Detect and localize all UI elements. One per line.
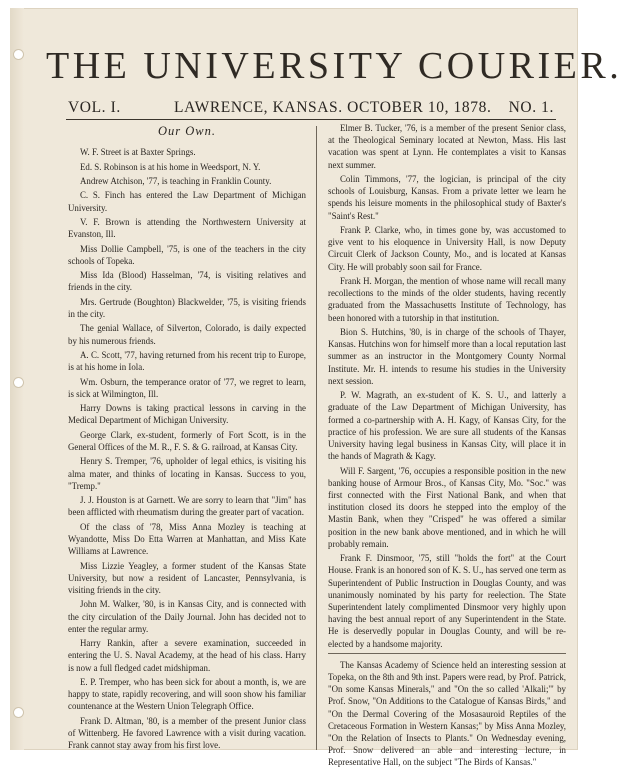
news-item: Frank F. Dinsmoor, '75, still "holds the fort" at the Court House. Frank is an honored son of K. S. U., has served one term as Superintendent of Public Instruction in Douglas County, and was unanimously nominated by his party for reelection. The State Superintendent lately complimented Dinsmoor very highly upon having the best annual report of any Superintendent in the State. He is deservedly popular in Douglas County, and will be re-elected by a handsome majority. <box>328 553 566 649</box>
news-item: John M. Walker, '80, is in Kansas City, and is connected with the city circulation of the Daily Journal. John has decided not to enter the regular army. <box>68 599 306 634</box>
news-item: Miss Ida (Blood) Hasselman, '74, is visiting relatives and friends in the city. <box>68 270 306 293</box>
newspaper-page <box>10 8 622 768</box>
binding-hole-bottom <box>14 708 23 717</box>
news-item: Wm. Osburn, the temperance orator of '77, we regret to learn, is sick at Wilmington, Ill. <box>68 376 306 399</box>
header-rule <box>66 119 556 120</box>
left-column <box>68 122 306 753</box>
news-item: Colin Timmons, '77, the logician, is principal of the city schools of Louisburg, Kansas. From a private letter we learn he spends his leisure moments in the philosophical study of Baxter's "Saint's Rest." <box>328 174 566 221</box>
news-item: Miss Dollie Campbell, '75, is one of the teachers in the city schools of Topeka. <box>68 243 306 266</box>
news-item: A. C. Scott, '77, having returned from his recent trip to Europe, is at his home in Iola. <box>68 349 306 373</box>
news-item: Harry Downs is taking practical lessons in carving in the Medical Department of Michigan University. <box>68 403 306 426</box>
news-item: W. F. Street is at Baxter Springs. <box>80 147 196 158</box>
news-item: Harry Rankin, after a severe examination, succeeded in entering the U. S. Naval Academy, at the head of his class. Harry is now a full fledged cadet midshipman. <box>68 638 306 673</box>
news-item: Frank P. Clarke, who, in times gone by, was accustomed to give vent to his eloquence in University Hall, is now Deputy Circuit Clerk of Jackson County, Mo., and is located at Kansas City. He will probably soon sail for France. <box>328 225 566 272</box>
news-item: Ed. S. Robinson is at his home in Weedsport, N. Y. <box>80 161 261 172</box>
column-separator <box>316 126 317 750</box>
academy-paragraph: The Kansas Academy of Science held an interesting session at Topeka, on the 8th and 9th inst. Papers were read, by Prof. Patrick, "On some Kansas Minerals," and "On the so called 'Alkali;'" by Prof. Snow, "On Additions to the Catalogue of Kansas Birds," and "On the Dermal Covering of the Mosasauroid Reptiles of the Cretaceous Formation in Western Kansas;" by Miss Anna Mozley, "On the Relation of Insects to Plants." On Wednesday evening, Prof. Snow delivered an able and interesting lecture, in Representative Hall, on the subject "The Birds of Kansas." <box>328 659 566 768</box>
news-item: Of the class of '78, Miss Anna Mozley is teaching at Wyandotte, Miss Do Etta Warren at Manhattan, and Miss Kate Williams at Lawrence. <box>68 521 306 557</box>
right-column <box>328 122 566 771</box>
news-item: Will F. Sargent, '76, occupies a responsible position in the new banking house of Armour Bros., of Kansas City, Mo. "Soc." was first connected with the First National Bank, and when that institution closed its doors he stepped into the employ of the Mastin Bank, when they "Crisped" he was offered a similar position in the new bank above mentioned, and in which he will probably remain. <box>328 465 566 549</box>
news-item: C. S. Finch has entered the Law Department of Michigan University. <box>68 190 306 213</box>
news-item: Bion S. Hutchins, '80, is in charge of the schools of Thayer, Kansas. Hutchins won for himself more than a local reputation last summer as an instructor in the Montgomery County Normal Institute. Mr. H. intends to resume his studies in the University next session. <box>328 327 566 386</box>
news-item: J. J. Houston is at Garnett. We are sorry to learn that "Jim" has been afflicted with rheumatism during the greater part of vacation. <box>68 495 306 518</box>
news-item: Andrew Atchison, '77, is teaching in Franklin County. <box>80 175 272 186</box>
binding-hole-middle <box>14 378 23 387</box>
section-title-our-own: Our Own. <box>157 124 216 138</box>
masthead-title: THE UNIVERSITY COURIER. <box>46 45 622 87</box>
issue-number: NO. 1. <box>508 99 554 116</box>
news-item: The genial Wallace, of Silverton, Colorado, is daily expected by his numerous friends. <box>68 323 306 346</box>
news-item: Elmer B. Tucker, '76, is a member of the present Senior class, at the Theological Seminary located at Newton, Mass. His last vacation was spent at Lynn. He contemplates a visit to Kansas next summer. <box>328 123 566 170</box>
news-item: Miss Lizzie Yeagley, a former student of the Kansas State University, but now a resident of Lancaster, Pennsylvania, is visiting friends in the city. <box>68 560 306 595</box>
news-item: Mrs. Gertrude (Boughton) Blackwelder, '75, is visiting friends in the city. <box>68 296 306 319</box>
news-item: Frank H. Morgan, the mention of whose name will recall many recollections to the minds of the older students, having recently graduated from the Massachusetts Institute of Technology, has been honored with a tutorship in that institution. <box>328 276 566 323</box>
dateline <box>68 99 554 119</box>
news-item: George Clark, ex-student, formerly of Fort Scott, is in the General Offices of the M. R., F. S. & G. railroad, at Kansas City. <box>68 429 306 452</box>
news-item: E. P. Tremper, who has been sick for about a month, is, we are happy to state, rapidly recovering, and will soon show his familiar countenance at the Western Union Telegraph Office. <box>68 676 306 712</box>
news-item: Frank D. Altman, '80, is a member of the present Junior class of Wittenberg. He favored Lawrence with a visit during vacation. Frank cannot stay away from his first love. <box>68 715 306 751</box>
volume-label: VOL. I. <box>68 99 121 116</box>
news-item: P. W. Magrath, an ex-student of K. S. U., and latterly a graduate of the Law Department of Michigan University, has formed a co-partnership with A. H. Kagy, of Kansas City, for the practice of his profession. We are sure all students of the Kansas University having legal business in Kansas City, will place it in the hands of Magrath & Kagy. <box>328 390 566 462</box>
binding-hole-top <box>14 50 23 59</box>
news-item: Henry S. Tremper, '76, upholder of legal ethics, is visiting his alma mater, and thinks of locating in Kansas. Success to you, "Tremp." <box>68 456 306 491</box>
place-date: LAWRENCE, KANSAS. OCTOBER 10, 1878. <box>174 99 492 116</box>
news-item: V. F. Brown is attending the Northwestern University at Evanston, Ill. <box>68 216 306 240</box>
section-divider <box>328 653 566 654</box>
